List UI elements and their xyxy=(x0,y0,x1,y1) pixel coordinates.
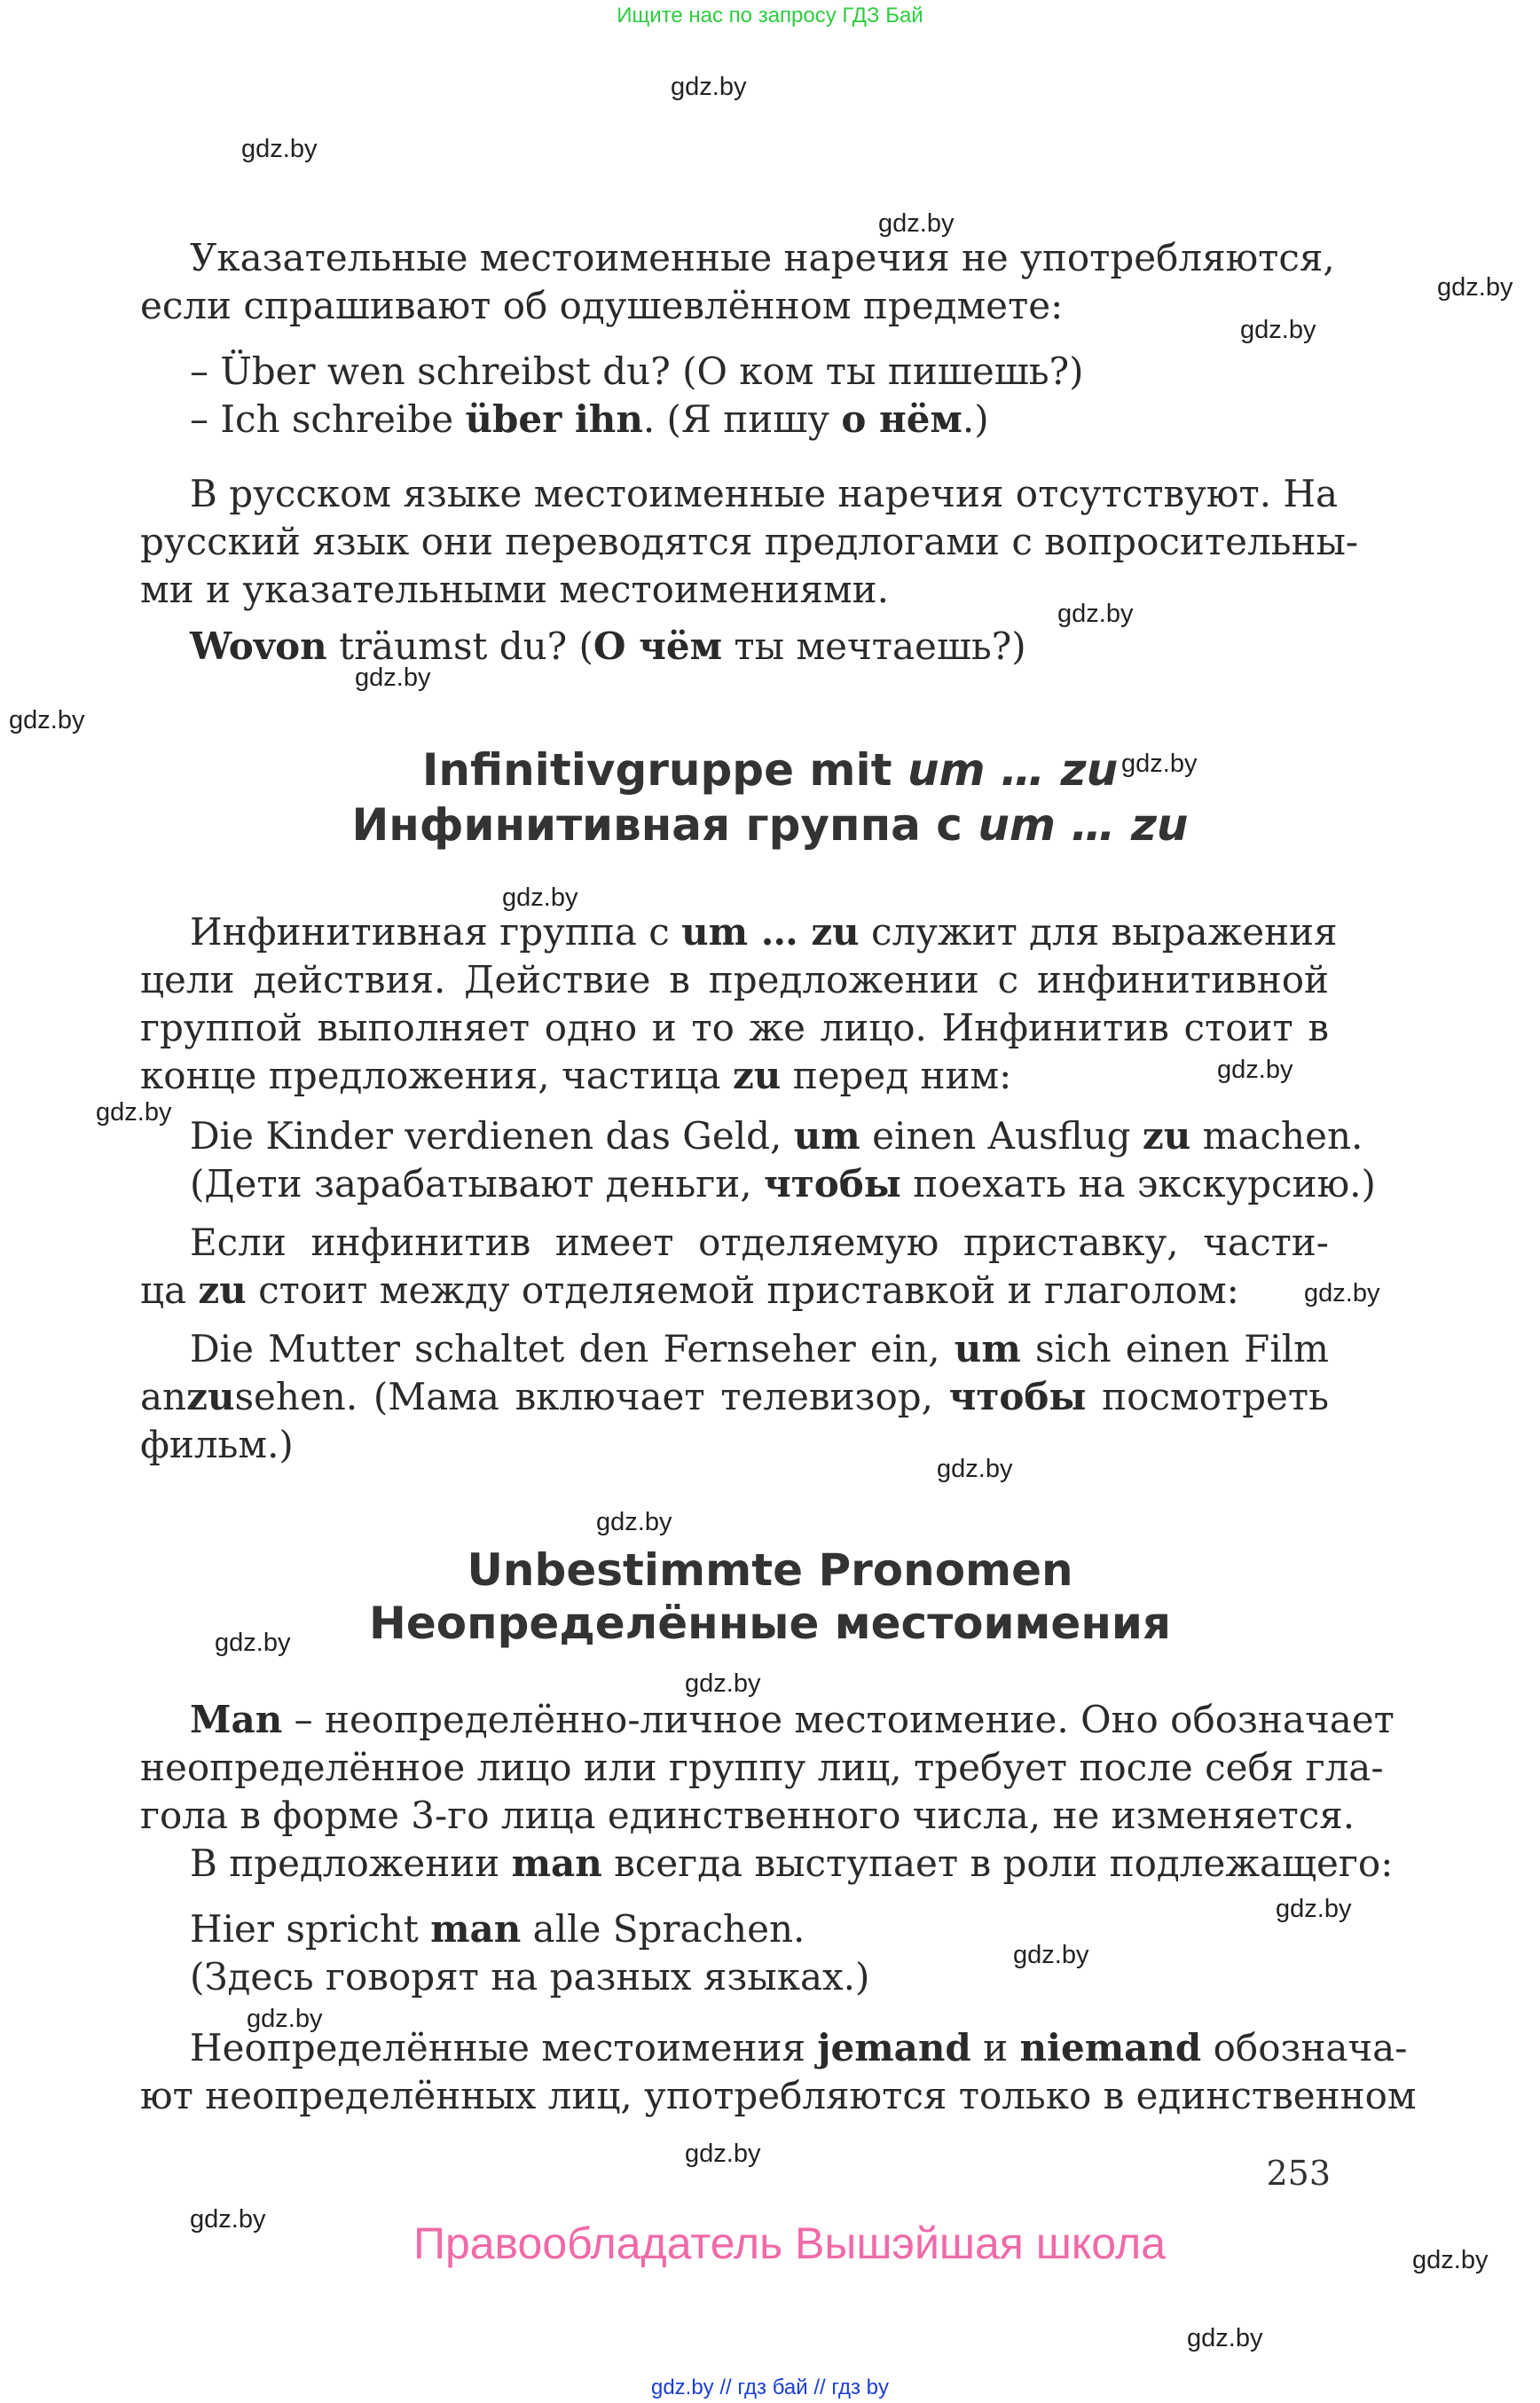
example-line: Die Mutter schaltet den Fernseher ein, um sich einen Film xyxy=(190,1327,1330,1370)
paragraph-line: неопределённое лицо или группу лиц, требует после себя гла- xyxy=(140,1746,1384,1789)
watermark: gdz.by xyxy=(247,2005,323,2033)
paragraph-line: ют неопределённых лиц, употребляются только в единственном xyxy=(140,2074,1417,2117)
example-line: anzusehen. (Мама включает телевизор, чтобы посмотреть xyxy=(140,1375,1330,1418)
watermark: gdz.by xyxy=(1057,600,1134,628)
paragraph-line: если спрашивают об одушевлённом предмете: xyxy=(140,284,1064,327)
bottom-links[interactable]: gdz.by // гдз бай // гдз by xyxy=(650,2376,890,2399)
watermark: gdz.by xyxy=(241,135,318,163)
watermark: gdz.by xyxy=(671,73,747,101)
example-line: Wovon träumst du? (О чём ты мечтаешь?) xyxy=(190,624,1026,668)
section-heading-ru: Инфинитивная группа с um … zu xyxy=(351,799,1189,851)
paragraph-line: Man – неопределённо-личное местоимение. Оно обозначает xyxy=(190,1698,1395,1741)
watermark: gdz.by xyxy=(685,2140,761,2168)
section-heading-ru: Неопределённые местоимения xyxy=(368,1598,1172,1649)
example-line: – Über wen schreibst du? (О ком ты пишешь?) xyxy=(190,349,1084,393)
paragraph-line: конце предложения, частица zu перед ним: xyxy=(140,1054,1012,1097)
paragraph-line: гола в форме 3-го лица единственного числа, не изменяется. xyxy=(140,1794,1355,1837)
watermark: gdz.by xyxy=(1276,1895,1352,1923)
watermark: gdz.by xyxy=(1013,1941,1089,1969)
paragraph-line: группой выполняет одно и то же лицо. Инфинитив стоит в xyxy=(140,1006,1329,1049)
watermark: gdz.by xyxy=(502,883,578,912)
watermark: gdz.by xyxy=(1412,2246,1489,2274)
watermark: gdz.by xyxy=(1187,2324,1263,2352)
example-line: Hier spricht man alle Sprachen. xyxy=(190,1907,805,1951)
watermark: gdz.by xyxy=(190,2205,266,2234)
top-banner[interactable]: Ищите нас по запросу ГДЗ Бай xyxy=(617,4,923,27)
copyright-notice: Правообладатель Вышэйшая школа xyxy=(413,2218,1166,2268)
section-heading-de: Infinitivgruppe mit um … zu xyxy=(421,744,1119,796)
section-heading-de: Unbestimmte Pronomen xyxy=(467,1544,1073,1596)
watermark: gdz.by xyxy=(596,1508,672,1536)
example-translation: (Дети зарабатывают деньги, чтобы поехать на экскурсию.) xyxy=(190,1162,1376,1205)
page-number: 253 xyxy=(1266,2154,1331,2193)
paragraph-line: ца zu стоит между отделяемой приставкой и глаголом: xyxy=(140,1268,1239,1312)
example-translation: (Здесь говорят на разных языках.) xyxy=(190,1955,870,1999)
paragraph-line: русский язык они переводятся предлогами с вопросительны- xyxy=(140,520,1359,563)
watermark: gdz.by xyxy=(1240,316,1316,344)
paragraph-line: цели действия. Действие в предложении с инфинитивной xyxy=(140,958,1329,1001)
paragraph-line: В предложении man всегда выступает в роли подлежащего: xyxy=(190,1842,1394,1885)
paragraph-line: Указательные местоименные наречия не употребляются, xyxy=(190,236,1335,279)
paragraph-line: Если инфинитив имеет отделяемую приставку, части- xyxy=(190,1221,1329,1264)
example-line: – Ich schreibe über ihn. (Я пишу о нём.) xyxy=(190,397,989,441)
watermark: gdz.by xyxy=(215,1629,291,1657)
watermark: gdz.by xyxy=(9,706,85,734)
watermark: gdz.by xyxy=(937,1455,1013,1483)
watermark: gdz.by xyxy=(355,664,431,692)
paragraph-line: Инфинитивная группа с um … zu служит для выражения xyxy=(190,910,1338,954)
paragraph-line: ми и указательными местоимениями. xyxy=(140,568,889,611)
paragraph-line: В русском языке местоименные наречия отсутствуют. На xyxy=(190,472,1339,515)
watermark: gdz.by xyxy=(685,1669,761,1698)
paragraph-line: Неопределённые местоимения jemand и niemand обознача- xyxy=(190,2026,1408,2069)
example-line: фильм.) xyxy=(140,1423,294,1466)
watermark: gdz.by xyxy=(1437,273,1513,302)
watermark: gdz.by xyxy=(1304,1279,1380,1308)
watermark: gdz.by xyxy=(878,209,955,238)
watermark: gdz.by xyxy=(1121,750,1198,778)
example-line: Die Kinder verdienen das Geld, um einen Ausflug zu machen. xyxy=(190,1114,1363,1158)
watermark: gdz.by xyxy=(96,1098,172,1127)
watermark: gdz.by xyxy=(1217,1056,1293,1084)
